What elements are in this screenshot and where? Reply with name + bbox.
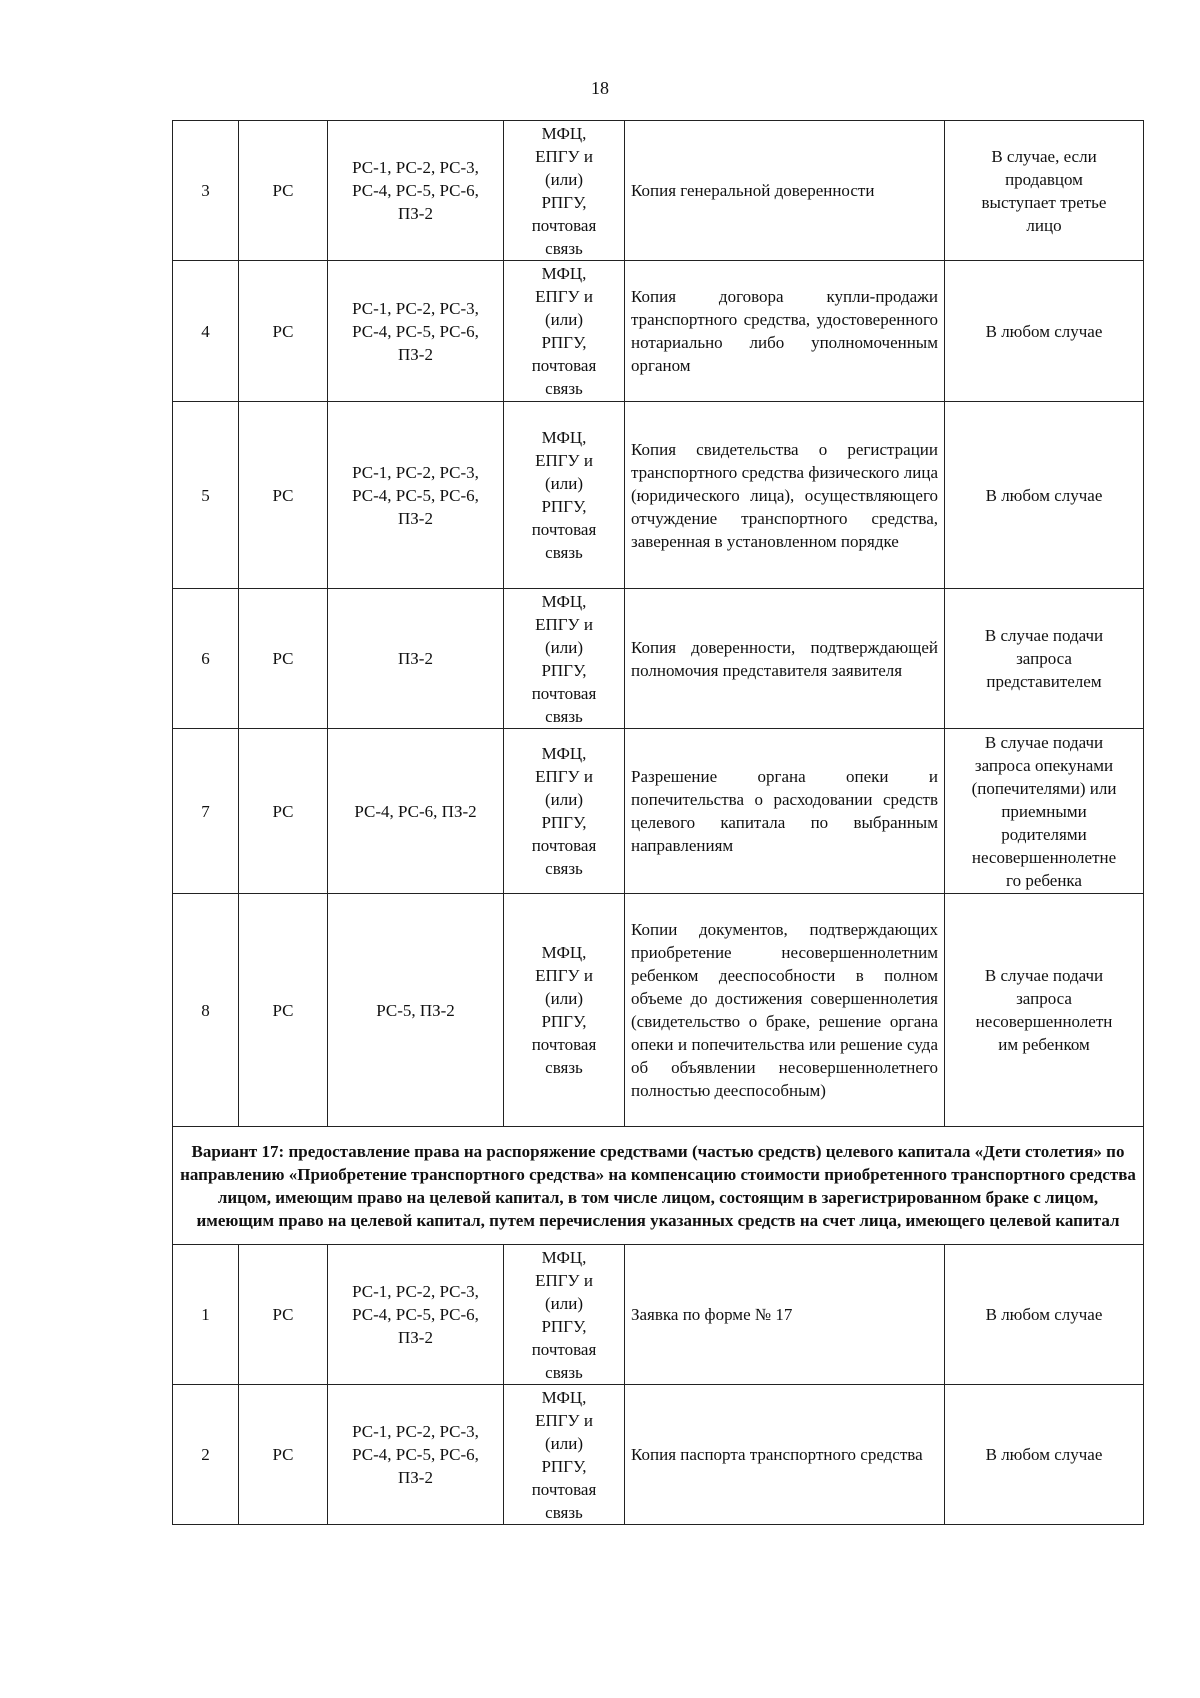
row-number: 3 — [173, 121, 239, 261]
row-number: 5 — [173, 402, 239, 589]
row-type: РС — [239, 121, 328, 261]
row-channels: МФЦ, ЕПГУ и (или) РПГУ, почтовая связь — [504, 1385, 625, 1525]
row-type: РС — [239, 261, 328, 402]
row-condition: В случае подачи запроса представителем — [945, 589, 1144, 729]
row-condition: В случае подачи запроса несовершеннолетн им ребенком — [945, 894, 1144, 1127]
row-condition: В любом случае — [945, 1385, 1144, 1525]
documents-table — [172, 120, 1144, 1525]
table-row — [173, 261, 1144, 402]
row-document: Копия паспорта транспортного средства — [625, 1385, 945, 1525]
row-number: 7 — [173, 729, 239, 894]
row-document: Копия свидетельства о регистрации транспортного средства физического лица (юридического лица), осуществляющего отчуждение транспортного средства, заверенная в установленном порядке — [625, 402, 945, 589]
row-number: 2 — [173, 1385, 239, 1525]
row-document: Копии документов, подтверждающих приобретение несовершеннолетним ребенком дееспособности в полном объеме до достижения совершеннолетия (свидетельство о браке, решение органа опеки и попечительства или решение суда об объявлении несовершеннолетнего полностью дееспособным) — [625, 894, 945, 1127]
row-document: Копия договора купли-продажи транспортного средства, удостоверенного нотариально либо уполномоченным органом — [625, 261, 945, 402]
row-channels: МФЦ, ЕПГУ и (или) РПГУ, почтовая связь — [504, 589, 625, 729]
row-number: 8 — [173, 894, 239, 1127]
row-number: 6 — [173, 589, 239, 729]
row-codes: ПЗ-2 — [328, 589, 504, 729]
row-channels: МФЦ, ЕПГУ и (или) РПГУ, почтовая связь — [504, 261, 625, 402]
row-number: 4 — [173, 261, 239, 402]
row-condition: В любом случае — [945, 1245, 1144, 1385]
row-condition: В любом случае — [945, 261, 1144, 402]
table-row — [173, 1385, 1144, 1525]
row-type: РС — [239, 1245, 328, 1385]
row-type: РС — [239, 589, 328, 729]
row-channels: МФЦ, ЕПГУ и (или) РПГУ, почтовая связь — [504, 894, 625, 1127]
row-codes: РС-1, РС-2, РС-3, РС-4, РС-5, РС-6, ПЗ-2 — [328, 1245, 504, 1385]
row-codes: РС-1, РС-2, РС-3, РС-4, РС-5, РС-6, ПЗ-2 — [328, 261, 504, 402]
table-row — [173, 589, 1144, 729]
variant-heading-row — [173, 1127, 1144, 1245]
row-number: 1 — [173, 1245, 239, 1385]
row-condition: В любом случае — [945, 402, 1144, 589]
row-document: Разрешение органа опеки и попечительства о расходовании средств целевого капитала по выбранным направлениям — [625, 729, 945, 894]
row-codes: РС-1, РС-2, РС-3, РС-4, РС-5, РС-6, ПЗ-2 — [328, 402, 504, 589]
row-channels: МФЦ, ЕПГУ и (или) РПГУ, почтовая связь — [504, 1245, 625, 1385]
table-row — [173, 402, 1144, 589]
table-row — [173, 729, 1144, 894]
row-codes: РС-5, ПЗ-2 — [328, 894, 504, 1127]
row-document: Копия генеральной доверенности — [625, 121, 945, 261]
table-row — [173, 121, 1144, 261]
row-document: Заявка по форме № 17 — [625, 1245, 945, 1385]
row-codes: РС-4, РС-6, ПЗ-2 — [328, 729, 504, 894]
row-type: РС — [239, 729, 328, 894]
row-codes: РС-1, РС-2, РС-3, РС-4, РС-5, РС-6, ПЗ-2 — [328, 1385, 504, 1525]
row-condition: В случае подачи запроса опекунами (попечителями) или приемными родителями несовершеннолетне го ребенка — [945, 729, 1144, 894]
row-codes: РС-1, РС-2, РС-3, РС-4, РС-5, РС-6, ПЗ-2 — [328, 121, 504, 261]
table-row — [173, 894, 1144, 1127]
row-type: РС — [239, 1385, 328, 1525]
row-channels: МФЦ, ЕПГУ и (или) РПГУ, почтовая связь — [504, 729, 625, 894]
table-row — [173, 1245, 1144, 1385]
row-type: РС — [239, 894, 328, 1127]
row-type: РС — [239, 402, 328, 589]
row-document: Копия доверенности, подтверждающей полномочия представителя заявителя — [625, 589, 945, 729]
row-channels: МФЦ, ЕПГУ и (или) РПГУ, почтовая связь — [504, 121, 625, 261]
row-channels: МФЦ, ЕПГУ и (или) РПГУ, почтовая связь — [504, 402, 625, 589]
page-number: 18 — [591, 78, 609, 98]
row-condition: В случае, если продавцом выступает третье лицо — [945, 121, 1144, 261]
variant-heading: Вариант 17: предоставление права на распоряжение средствами (частью средств) целевого капитала «Дети столетия» по направлению «Приобретение транспортного средства» на компенсацию стоимости приобретенного транспортного средства лицом, имеющим право на целевой капитал, в том числе лицом, состоящим в зарегистрированном браке с лицом, имеющим право на целевой капитал, путем перечисления указанных средств на счет лица, имеющего целевой капитал — [173, 1127, 1144, 1245]
